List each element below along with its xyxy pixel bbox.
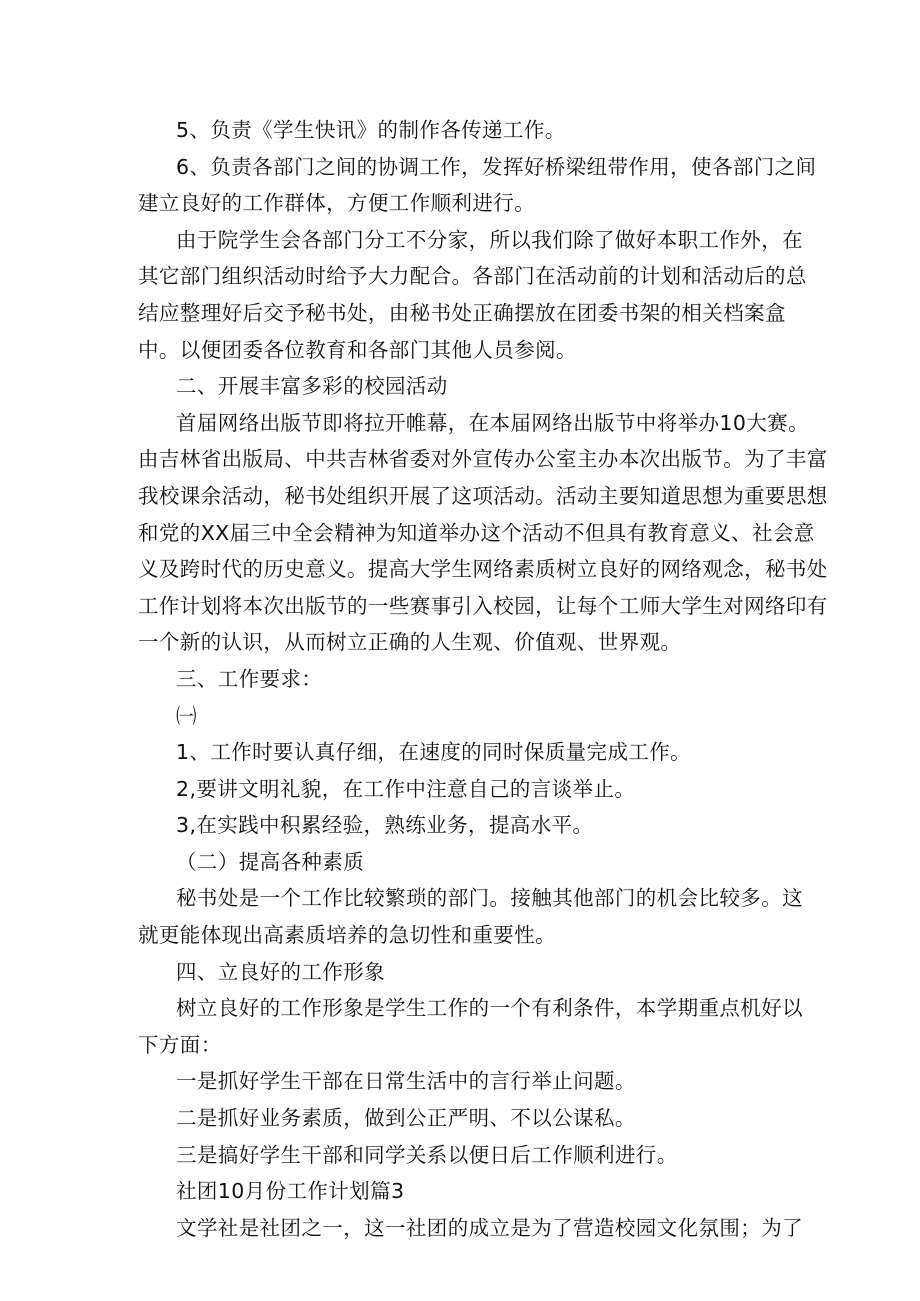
text-line: 6、负责各部门之间的协调工作，发挥好桥梁纽带作用，使各部门之间 (176, 154, 817, 179)
text-line: （二）提高各种素质 (176, 849, 365, 874)
text-line: 中。以便团委各位教育和各部门其他人员参阅。 (138, 337, 577, 362)
text-line: 就更能体现出高素质培养的急切性和重要性。 (138, 923, 556, 948)
text-line: 其它部门组织活动时给予大力配合。各部门在活动前的计划和活动后的总 (138, 264, 807, 289)
text-line: 三、工作要求： (176, 666, 323, 691)
text-line: 2,要讲文明礼貌，在工作中注意自己的言谈举止。 (176, 776, 636, 801)
text-line: 一个新的认识，从而树立正确的人生观、价值观、世界观。 (138, 630, 682, 655)
text-line: 我校课余活动，秘书处组织开展了这项活动。活动主要知道思想为重要思想 (138, 483, 828, 508)
text-line: ㈠ (176, 703, 197, 728)
text-line: 义及跨时代的历史意义。提高大学生网络素质树立良好的网络观念，秘书处 (138, 557, 828, 582)
text-line: 二是抓好业务素质，做到公正严明、不以公谋私。 (176, 1106, 636, 1131)
text-line: 和党的XX届三中全会精神为知道举办这个活动不但具有教育意义、社会意 (138, 520, 815, 545)
text-line: 由吉林省出版局、中共吉林省委对外宣传办公室主办本次出版节。为了丰富 (138, 447, 828, 472)
document-body (138, 112, 828, 1246)
text-line: 1、工作时要认真仔细，在速度的同时保质量完成工作。 (176, 740, 692, 765)
text-line: 一是抓好学生干部在日常生活中的言行举止问题。 (176, 1069, 636, 1094)
text-line: 工作计划将本次出版节的一些赛事引入校园，让每个工师大学生对网络印有 (138, 593, 828, 618)
text-line: 建立良好的工作群体，方便工作顺利进行。 (138, 191, 536, 216)
text-line: 树立良好的工作形象是学生工作的一个有利条件，本学期重点机好以 (176, 996, 803, 1021)
text-line: 3,在实践中积累经验，熟练业务，提高水平。 (176, 813, 594, 838)
text-line: 文学社是社团之一，这一社团的成立是为了营造校园文化氛围；为了 (176, 1215, 803, 1240)
text-line: 5、负责《学生快讯》的制作各传递工作。 (176, 118, 566, 142)
text-line: 由于院学生会各部门分工不分家，所以我们除了做好本职工作外，在 (176, 227, 803, 252)
text-line: 下方面： (138, 1032, 222, 1057)
text-line: 四、立良好的工作形象 (176, 959, 385, 984)
text-line: 秘书处是一个工作比较繁琐的部门。接触其他部门的机会比较多。这 (176, 886, 803, 911)
text-line: 三是搞好学生干部和同学关系以便日后工作顺利进行。 (176, 1142, 678, 1167)
text-line: 社团10月份工作计划篇3 (176, 1179, 405, 1204)
text-line: 结应整理好后交予秘书处，由秘书处正确摆放在团委书架的相关档案盒 (138, 300, 786, 325)
text-line: 二、开展丰富多彩的校园活动 (176, 374, 448, 399)
text-line: 首届网络出版节即将拉开帷幕，在本届网络出版节中将举办10大赛。 (176, 410, 809, 435)
